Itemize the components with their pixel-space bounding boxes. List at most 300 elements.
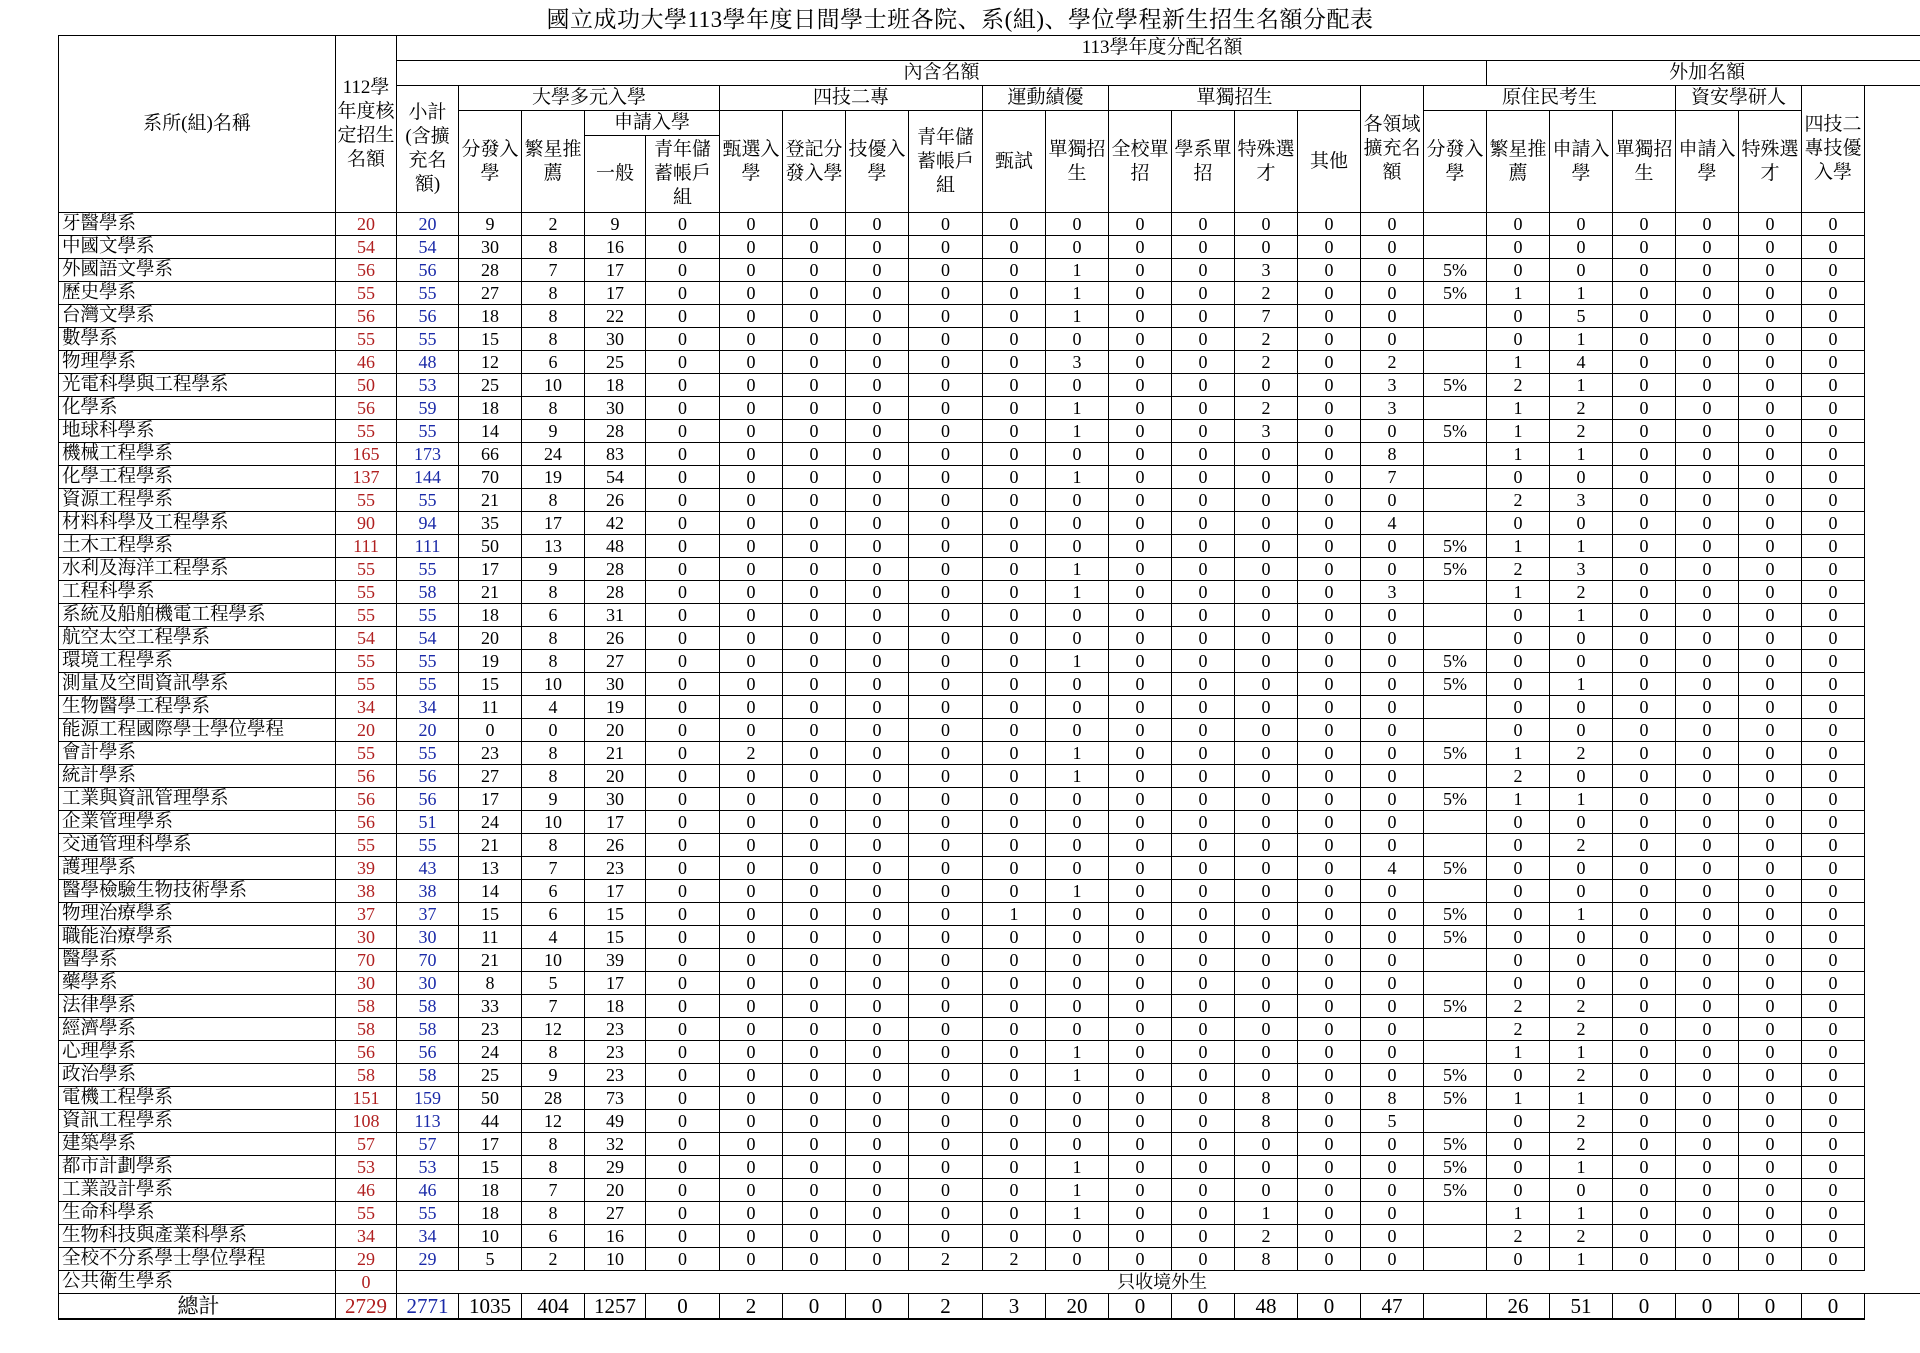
quota-cell: 0: [983, 972, 1046, 995]
quota-cell: 15: [459, 903, 522, 926]
table-row: [59, 558, 1920, 581]
quota-cell: 0: [1676, 972, 1739, 995]
quota-cell: 0: [909, 949, 983, 972]
header-fenfa: 分發入學: [459, 111, 522, 213]
table-row: [59, 397, 1920, 420]
quota-cell: 24: [459, 811, 522, 834]
quota-cell: 0: [1172, 489, 1235, 512]
quota-cell: 0: [909, 1041, 983, 1064]
quota112-value: 55: [336, 650, 397, 673]
quota-cell: 0: [909, 466, 983, 489]
quota-cell: 0: [1172, 1064, 1235, 1087]
quota-cell: [1424, 1041, 1487, 1064]
quota-cell: 8: [1361, 1087, 1424, 1110]
quota-cell: 0: [846, 259, 909, 282]
quota-cell: 0: [1109, 558, 1172, 581]
quota-cell: 0: [1235, 581, 1298, 604]
quota-cell: 0: [783, 1202, 846, 1225]
table-row: [59, 949, 1920, 972]
quota-cell: 0: [646, 627, 720, 650]
quota-cell: 2: [909, 1248, 983, 1271]
quota-cell: 0: [1361, 236, 1424, 259]
quota-cell: 12: [522, 1018, 585, 1041]
quota-cell: 0: [1361, 535, 1424, 558]
quota-cell: 0: [1172, 765, 1235, 788]
quota-cell: 0: [1487, 673, 1550, 696]
quota-cell: 0: [1235, 466, 1298, 489]
quota-cell: 0: [783, 880, 846, 903]
quota-cell: 0: [1802, 305, 1865, 328]
quota-cell: 9: [522, 1064, 585, 1087]
quota-cell: 0: [720, 420, 783, 443]
table-row: [59, 1179, 1920, 1202]
quota-cell: 0: [783, 581, 846, 604]
quota-cell: 5: [522, 972, 585, 995]
quota-cell: 0: [646, 1179, 720, 1202]
quota-cell: 0: [1739, 857, 1802, 880]
quota-cell: 0: [1046, 1018, 1109, 1041]
quota-cell: 0: [1613, 604, 1676, 627]
quota-cell: 0: [1109, 1202, 1172, 1225]
total-cell: 26: [1487, 1294, 1550, 1320]
quota-cell: 0: [1235, 926, 1298, 949]
subtotal-value: 57: [397, 1133, 459, 1156]
quota-cell: 6: [522, 351, 585, 374]
quota-cell: 0: [1298, 788, 1361, 811]
quota-cell: 0: [1361, 1225, 1424, 1248]
quota-cell: 10: [522, 374, 585, 397]
quota-cell: 0: [1676, 788, 1739, 811]
quota-cell: 0: [783, 305, 846, 328]
quota-cell: 30: [585, 397, 646, 420]
quota-cell: 0: [646, 857, 720, 880]
quota-cell: 22: [585, 305, 646, 328]
quota-cell: 0: [1109, 880, 1172, 903]
quota-cell: 0: [646, 926, 720, 949]
quota-cell: 0: [1172, 259, 1235, 282]
quota-cell: 5%: [1424, 259, 1487, 282]
quota-cell: 1: [1550, 374, 1613, 397]
subtotal-value: 55: [397, 673, 459, 696]
quota-cell: 0: [1550, 1179, 1613, 1202]
header-za-teshu: 特殊選才: [1739, 111, 1802, 213]
quota-cell: 0: [646, 765, 720, 788]
quota-cell: 2: [1550, 995, 1613, 1018]
quota-cell: 0: [846, 1041, 909, 1064]
table-row: [59, 535, 1920, 558]
quota-cell: 0: [1109, 719, 1172, 742]
quota-cell: 0: [1613, 1156, 1676, 1179]
quota112-value: 55: [336, 489, 397, 512]
quota-cell: 0: [1802, 903, 1865, 926]
quota-cell: 5: [459, 1248, 522, 1271]
quota-cell: 0: [1361, 1133, 1424, 1156]
quota-cell: 0: [1298, 673, 1361, 696]
quota-cell: 0: [1109, 1064, 1172, 1087]
quota-cell: 28: [522, 1087, 585, 1110]
quota-cell: 0: [1487, 259, 1550, 282]
quota-cell: 0: [720, 443, 783, 466]
quota-cell: 8: [522, 305, 585, 328]
quota-cell: 0: [1550, 926, 1613, 949]
quota-cell: 0: [1298, 903, 1361, 926]
subtotal-value: 55: [397, 420, 459, 443]
quota-cell: 0: [1550, 972, 1613, 995]
table-row: [59, 236, 1920, 259]
quota-cell: 1: [1550, 903, 1613, 926]
quota-cell: 0: [1109, 834, 1172, 857]
quota-cell: 0: [1298, 742, 1361, 765]
quota-cell: 0: [646, 259, 720, 282]
quota-cell: 2: [1550, 1064, 1613, 1087]
quota-cell: 0: [1676, 903, 1739, 926]
quota-cell: 29: [585, 1156, 646, 1179]
quota-cell: 24: [459, 1041, 522, 1064]
dept-name: 環境工程學系: [59, 650, 336, 673]
quota-cell: 0: [1298, 1087, 1361, 1110]
quota-cell: 0: [1046, 834, 1109, 857]
subtotal-value: 55: [397, 328, 459, 351]
quota-cell: 0: [720, 282, 783, 305]
quota-cell: 0: [1172, 443, 1235, 466]
subtotal-value: 54: [397, 627, 459, 650]
total-cell: 0: [646, 1294, 720, 1320]
quota-cell: 19: [459, 650, 522, 673]
quota-cell: 0: [1109, 1087, 1172, 1110]
quota-cell: 0: [1739, 1018, 1802, 1041]
quota-cell: 0: [1298, 1064, 1361, 1087]
quota-cell: 0: [1676, 213, 1739, 236]
quota-cell: 0: [909, 834, 983, 857]
quota-cell: 0: [1172, 328, 1235, 351]
quota-cell: 0: [720, 834, 783, 857]
quota-cell: 0: [1802, 1179, 1865, 1202]
quota-cell: 0: [783, 1179, 846, 1202]
subtotal-value: 29: [397, 1248, 459, 1271]
quota-cell: 0: [1361, 880, 1424, 903]
quota-cell: 0: [1739, 972, 1802, 995]
quota-cell: 23: [585, 1064, 646, 1087]
dept-name: 生物科技與產業科學系: [59, 1225, 336, 1248]
quota-cell: 0: [1046, 627, 1109, 650]
quota-cell: 0: [909, 489, 983, 512]
quota-cell: 11: [459, 696, 522, 719]
quota-cell: 0: [1739, 880, 1802, 903]
quota-cell: 0: [1676, 742, 1739, 765]
quota-cell: 0: [646, 489, 720, 512]
quota-cell: 0: [1550, 719, 1613, 742]
quota-cell: 0: [1172, 1248, 1235, 1271]
quota-cell: 0: [909, 1087, 983, 1110]
quota-cell: 1: [1487, 397, 1550, 420]
quota-cell: 0: [1361, 604, 1424, 627]
quota-cell: 4: [1361, 512, 1424, 535]
quota-cell: 0: [1676, 811, 1739, 834]
quota-cell: 0: [846, 1133, 909, 1156]
quota-cell: [1424, 696, 1487, 719]
quota-cell: 1: [1487, 282, 1550, 305]
quota-cell: 0: [1298, 765, 1361, 788]
quota-cell: 0: [783, 489, 846, 512]
quota-cell: 0: [1676, 926, 1739, 949]
quota112-value: 29: [336, 1248, 397, 1271]
quota-cell: 3: [1361, 374, 1424, 397]
quota-cell: 0: [720, 351, 783, 374]
quota112-value: 37: [336, 903, 397, 926]
quota-cell: 7: [1361, 466, 1424, 489]
quota-cell: 0: [1172, 466, 1235, 489]
quota-cell: 0: [1550, 236, 1613, 259]
quota112-value: 39: [336, 857, 397, 880]
quota-cell: 0: [783, 259, 846, 282]
table-row: [59, 903, 1920, 926]
quota-cell: 8: [522, 765, 585, 788]
header-zian: 資安學研人: [1676, 86, 1802, 111]
table-row: [59, 1110, 1920, 1133]
quota-cell: 1: [1550, 282, 1613, 305]
quota-cell: 0: [1046, 1087, 1109, 1110]
quota-cell: 0: [983, 1156, 1046, 1179]
total-cell: 20: [1046, 1294, 1109, 1320]
quota112-value: 55: [336, 328, 397, 351]
quota-cell: 3: [1235, 259, 1298, 282]
quota-cell: 26: [585, 489, 646, 512]
quota-cell: 0: [1172, 627, 1235, 650]
quota-cell: 0: [783, 1041, 846, 1064]
quota-cell: 0: [646, 1018, 720, 1041]
quota-cell: 8: [522, 489, 585, 512]
quota-cell: 5: [1550, 305, 1613, 328]
quota-cell: 0: [783, 673, 846, 696]
quota-cell: [1424, 397, 1487, 420]
dept-name: 歷史學系: [59, 282, 336, 305]
quota-cell: 0: [1487, 650, 1550, 673]
quota-cell: 0: [846, 443, 909, 466]
quota-cell: 0: [983, 489, 1046, 512]
quota-cell: 0: [909, 259, 983, 282]
quota-cell: 0: [1802, 926, 1865, 949]
quota-cell: 0: [1802, 581, 1865, 604]
quota-cell: 1: [1235, 1202, 1298, 1225]
quota-cell: 0: [1361, 673, 1424, 696]
quota-cell: 0: [646, 1202, 720, 1225]
dept-name: 經濟學系: [59, 1018, 336, 1041]
quota-cell: 0: [909, 236, 983, 259]
header-xuexi: 學系單招: [1172, 111, 1235, 213]
dept-name: 公共衛生學系: [59, 1271, 336, 1294]
quota-cell: 0: [846, 673, 909, 696]
quota-cell: 0: [783, 558, 846, 581]
quota-cell: 0: [983, 420, 1046, 443]
quota-cell: 39: [585, 949, 646, 972]
quota-cell: 26: [585, 627, 646, 650]
header-alloc113: 113學年度分配名額: [397, 36, 1920, 61]
quota-cell: 1: [1046, 259, 1109, 282]
quota-cell: 0: [1550, 880, 1613, 903]
quota-cell: 0: [1361, 558, 1424, 581]
quota-cell: 0: [1676, 1202, 1739, 1225]
quota-cell: 8: [522, 1202, 585, 1225]
quota-cell: 0: [983, 834, 1046, 857]
quota-cell: 0: [1046, 512, 1109, 535]
quota-cell: 0: [1802, 972, 1865, 995]
quota-cell: 0: [983, 696, 1046, 719]
quota-cell: 0: [720, 995, 783, 1018]
dept-name: 外國語文學系: [59, 259, 336, 282]
quota-cell: 0: [646, 213, 720, 236]
quota-cell: 0: [983, 949, 1046, 972]
total-cell: 1035: [459, 1294, 522, 1320]
quota112-value: 56: [336, 397, 397, 420]
quota-cell: 0: [720, 650, 783, 673]
quota-cell: 0: [1613, 535, 1676, 558]
quota-cell: [1424, 972, 1487, 995]
dept-name: 地球科學系: [59, 420, 336, 443]
quota-cell: 0: [1361, 1202, 1424, 1225]
quota-cell: 0: [1298, 466, 1361, 489]
quota-cell: [1424, 834, 1487, 857]
quota-cell: 0: [1487, 1156, 1550, 1179]
table-row: [59, 1202, 1920, 1225]
dept-name: 土木工程學系: [59, 535, 336, 558]
quota-cell: 0: [1802, 1248, 1865, 1271]
quota-cell: 9: [459, 213, 522, 236]
subtotal-value: 56: [397, 259, 459, 282]
quota-cell: 0: [720, 1064, 783, 1087]
quota-cell: 0: [1172, 719, 1235, 742]
quota-cell: 0: [1109, 926, 1172, 949]
quota-cell: 5%: [1424, 857, 1487, 880]
quota-cell: 0: [983, 213, 1046, 236]
quota-cell: 8: [522, 650, 585, 673]
quota-cell: 0: [783, 696, 846, 719]
quota-cell: 0: [1046, 443, 1109, 466]
quota-cell: 0: [1676, 328, 1739, 351]
quota-cell: 0: [909, 305, 983, 328]
quota-cell: 21: [459, 581, 522, 604]
quota-cell: 0: [909, 673, 983, 696]
quota-cell: 0: [1613, 1133, 1676, 1156]
quota-cell: 0: [1676, 673, 1739, 696]
quota-cell: 0: [1046, 489, 1109, 512]
subtotal-value: 70: [397, 949, 459, 972]
quota-cell: 0: [1109, 1018, 1172, 1041]
quota-cell: 0: [720, 949, 783, 972]
quota-cell: 0: [1613, 834, 1676, 857]
quota-cell: 1: [1046, 1179, 1109, 1202]
quota-cell: [1424, 1202, 1487, 1225]
quota-cell: 0: [983, 1064, 1046, 1087]
total-cell: 0: [1298, 1294, 1361, 1320]
quota-cell: 0: [1172, 374, 1235, 397]
quota-cell: 1: [1487, 742, 1550, 765]
quota-cell: 0: [983, 627, 1046, 650]
subtotal-value: 34: [397, 696, 459, 719]
dept-name: 光電科學與工程學系: [59, 374, 336, 397]
quota-cell: 0: [1235, 765, 1298, 788]
table-body: [59, 213, 1920, 1320]
dept-name: 統計學系: [59, 765, 336, 788]
quota-cell: 2: [1550, 742, 1613, 765]
subtotal-value: 58: [397, 1018, 459, 1041]
quota-cell: 1: [1046, 742, 1109, 765]
quota-cell: 0: [1109, 1248, 1172, 1271]
quota-cell: 19: [585, 696, 646, 719]
quota-cell: 0: [846, 880, 909, 903]
quota112-value: 46: [336, 351, 397, 374]
quota-cell: 0: [1613, 558, 1676, 581]
quota-cell: 1: [1550, 443, 1613, 466]
quota-cell: 0: [846, 650, 909, 673]
quota-cell: 0: [1361, 811, 1424, 834]
quota112-value: 108: [336, 1110, 397, 1133]
quota-cell: 0: [1613, 857, 1676, 880]
quota-cell: 0: [646, 466, 720, 489]
quota-cell: 0: [1802, 650, 1865, 673]
quota-cell: 0: [646, 995, 720, 1018]
quota-cell: 0: [720, 903, 783, 926]
quota-cell: 5%: [1424, 282, 1487, 305]
header-za-shenqing: 申請入學: [1676, 111, 1739, 213]
quota-cell: 0: [1361, 1064, 1424, 1087]
quota-cell: 0: [1109, 696, 1172, 719]
quota-cell: 17: [459, 558, 522, 581]
quota-cell: 0: [1046, 328, 1109, 351]
quota-cell: 0: [983, 811, 1046, 834]
quota-cell: 0: [646, 305, 720, 328]
quota-cell: 0: [783, 1087, 846, 1110]
subtotal-value: 58: [397, 1064, 459, 1087]
quota-cell: 0: [1676, 765, 1739, 788]
quota-cell: 0: [1109, 443, 1172, 466]
quota-cell: 0: [1802, 995, 1865, 1018]
quota-cell: 1: [1550, 1248, 1613, 1271]
quota-cell: 0: [720, 489, 783, 512]
total-label: 總計: [59, 1294, 336, 1320]
quota-cell: 17: [585, 259, 646, 282]
quota112-value: 30: [336, 972, 397, 995]
quota-cell: 0: [1550, 213, 1613, 236]
quota-cell: 2: [1235, 328, 1298, 351]
quota-cell: 17: [522, 512, 585, 535]
subtotal-value: 55: [397, 834, 459, 857]
quota-cell: 0: [1739, 581, 1802, 604]
header-dandu-zs: 單獨招生: [1046, 111, 1109, 213]
quota-cell: 2: [1550, 581, 1613, 604]
quota112-value: 55: [336, 581, 397, 604]
quota-cell: 0: [909, 811, 983, 834]
quota-cell: 19: [522, 466, 585, 489]
quota-cell: 0: [846, 535, 909, 558]
quota-cell: 20: [585, 765, 646, 788]
quota-cell: 0: [646, 719, 720, 742]
quota-cell: 0: [1676, 443, 1739, 466]
quota-cell: 0: [1172, 420, 1235, 443]
subtotal-value: 38: [397, 880, 459, 903]
quota-cell: 0: [846, 742, 909, 765]
quota-cell: 0: [1109, 673, 1172, 696]
quota-cell: 0: [1361, 305, 1424, 328]
total-cell: 404: [522, 1294, 585, 1320]
quota-cell: 23: [585, 1041, 646, 1064]
quota-cell: 0: [909, 765, 983, 788]
quota-cell: 0: [720, 259, 783, 282]
subtotal-value: 55: [397, 650, 459, 673]
quota-cell: 2: [1550, 420, 1613, 443]
subtotal-value: 20: [397, 213, 459, 236]
dept-name: 工業與資訊管理學系: [59, 788, 336, 811]
quota-cell: 0: [1550, 949, 1613, 972]
